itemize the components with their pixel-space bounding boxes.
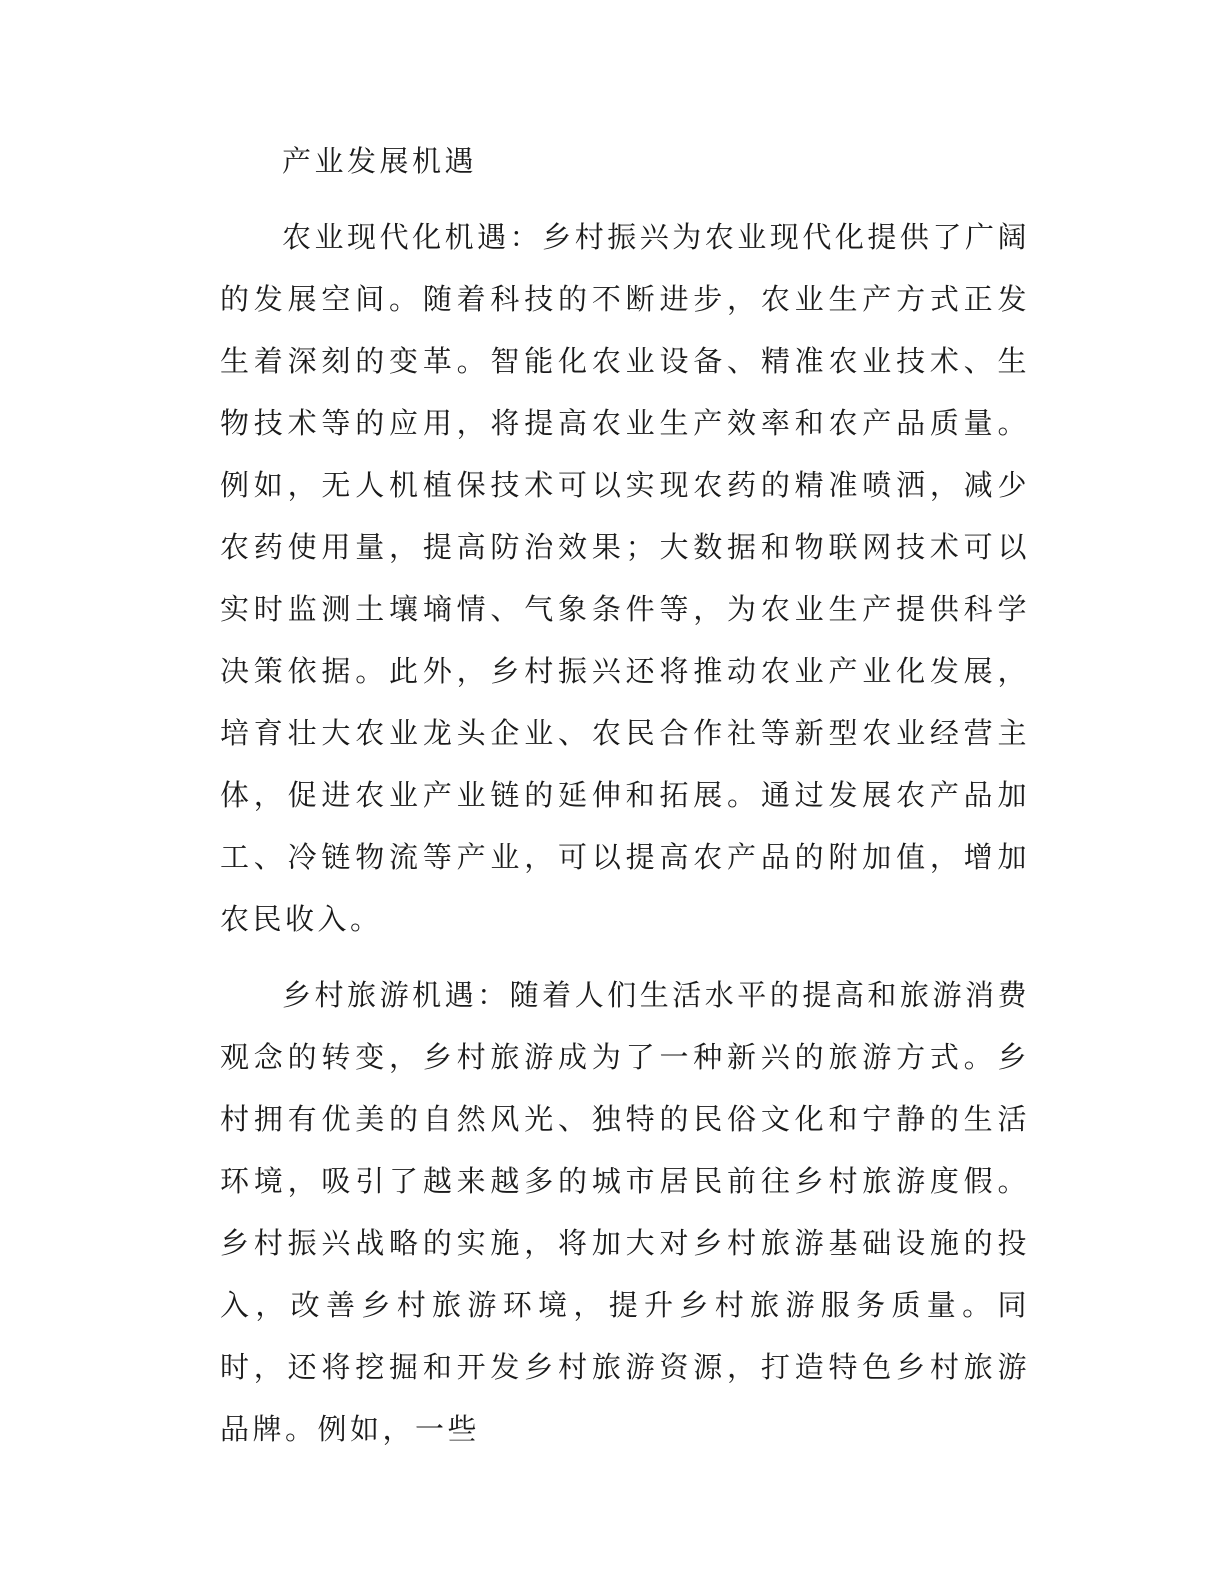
section-heading: 产业发展机遇: [282, 144, 478, 178]
paragraph-rural-tourism: 乡村旅游机遇：随着人们生活水平的提高和旅游消费观念的转变，乡村旅游成为了一种新兴的旅游方式。乡村拥有优美的自然风光、独特的民俗文化和宁静的生活环境，吸引了越来越多的城市居民前往乡村旅游度假。乡村振兴战略的实施，将加大对乡村旅游基础设施的投入，改善乡村旅游环境，提升乡村旅游服务质量。同时，还将挖掘和开发乡村旅游资源，打造特色乡村旅游品牌。例如，一些: [220, 978, 1030, 1446]
paragraph-agricultural-modernization: 农业现代化机遇：乡村振兴为农业现代化提供了广阔的发展空间。随着科技的不断进步，农业生产方式正发生着深刻的变革。智能化农业设备、精准农业技术、生物技术等的应用，将提高农业生产效率和农产品质量。例如，无人机植保技术可以实现农药的精准喷洒，减少农药使用量，提高防治效果；大数据和物联网技术可以实时监测土壤墒情、气象条件等，为农业生产提供科学决策依据。此外，乡村振兴还将推动农业产业化发展，培育壮大农业龙头企业、农民合作社等新型农业经营主体，促进农业产业链的延伸和拓展。通过发展农产品加工、冷链物流等产业，可以提高农产品的附加值，增加农民收入。: [220, 220, 1030, 936]
document-body: [220, 130, 1030, 1474]
